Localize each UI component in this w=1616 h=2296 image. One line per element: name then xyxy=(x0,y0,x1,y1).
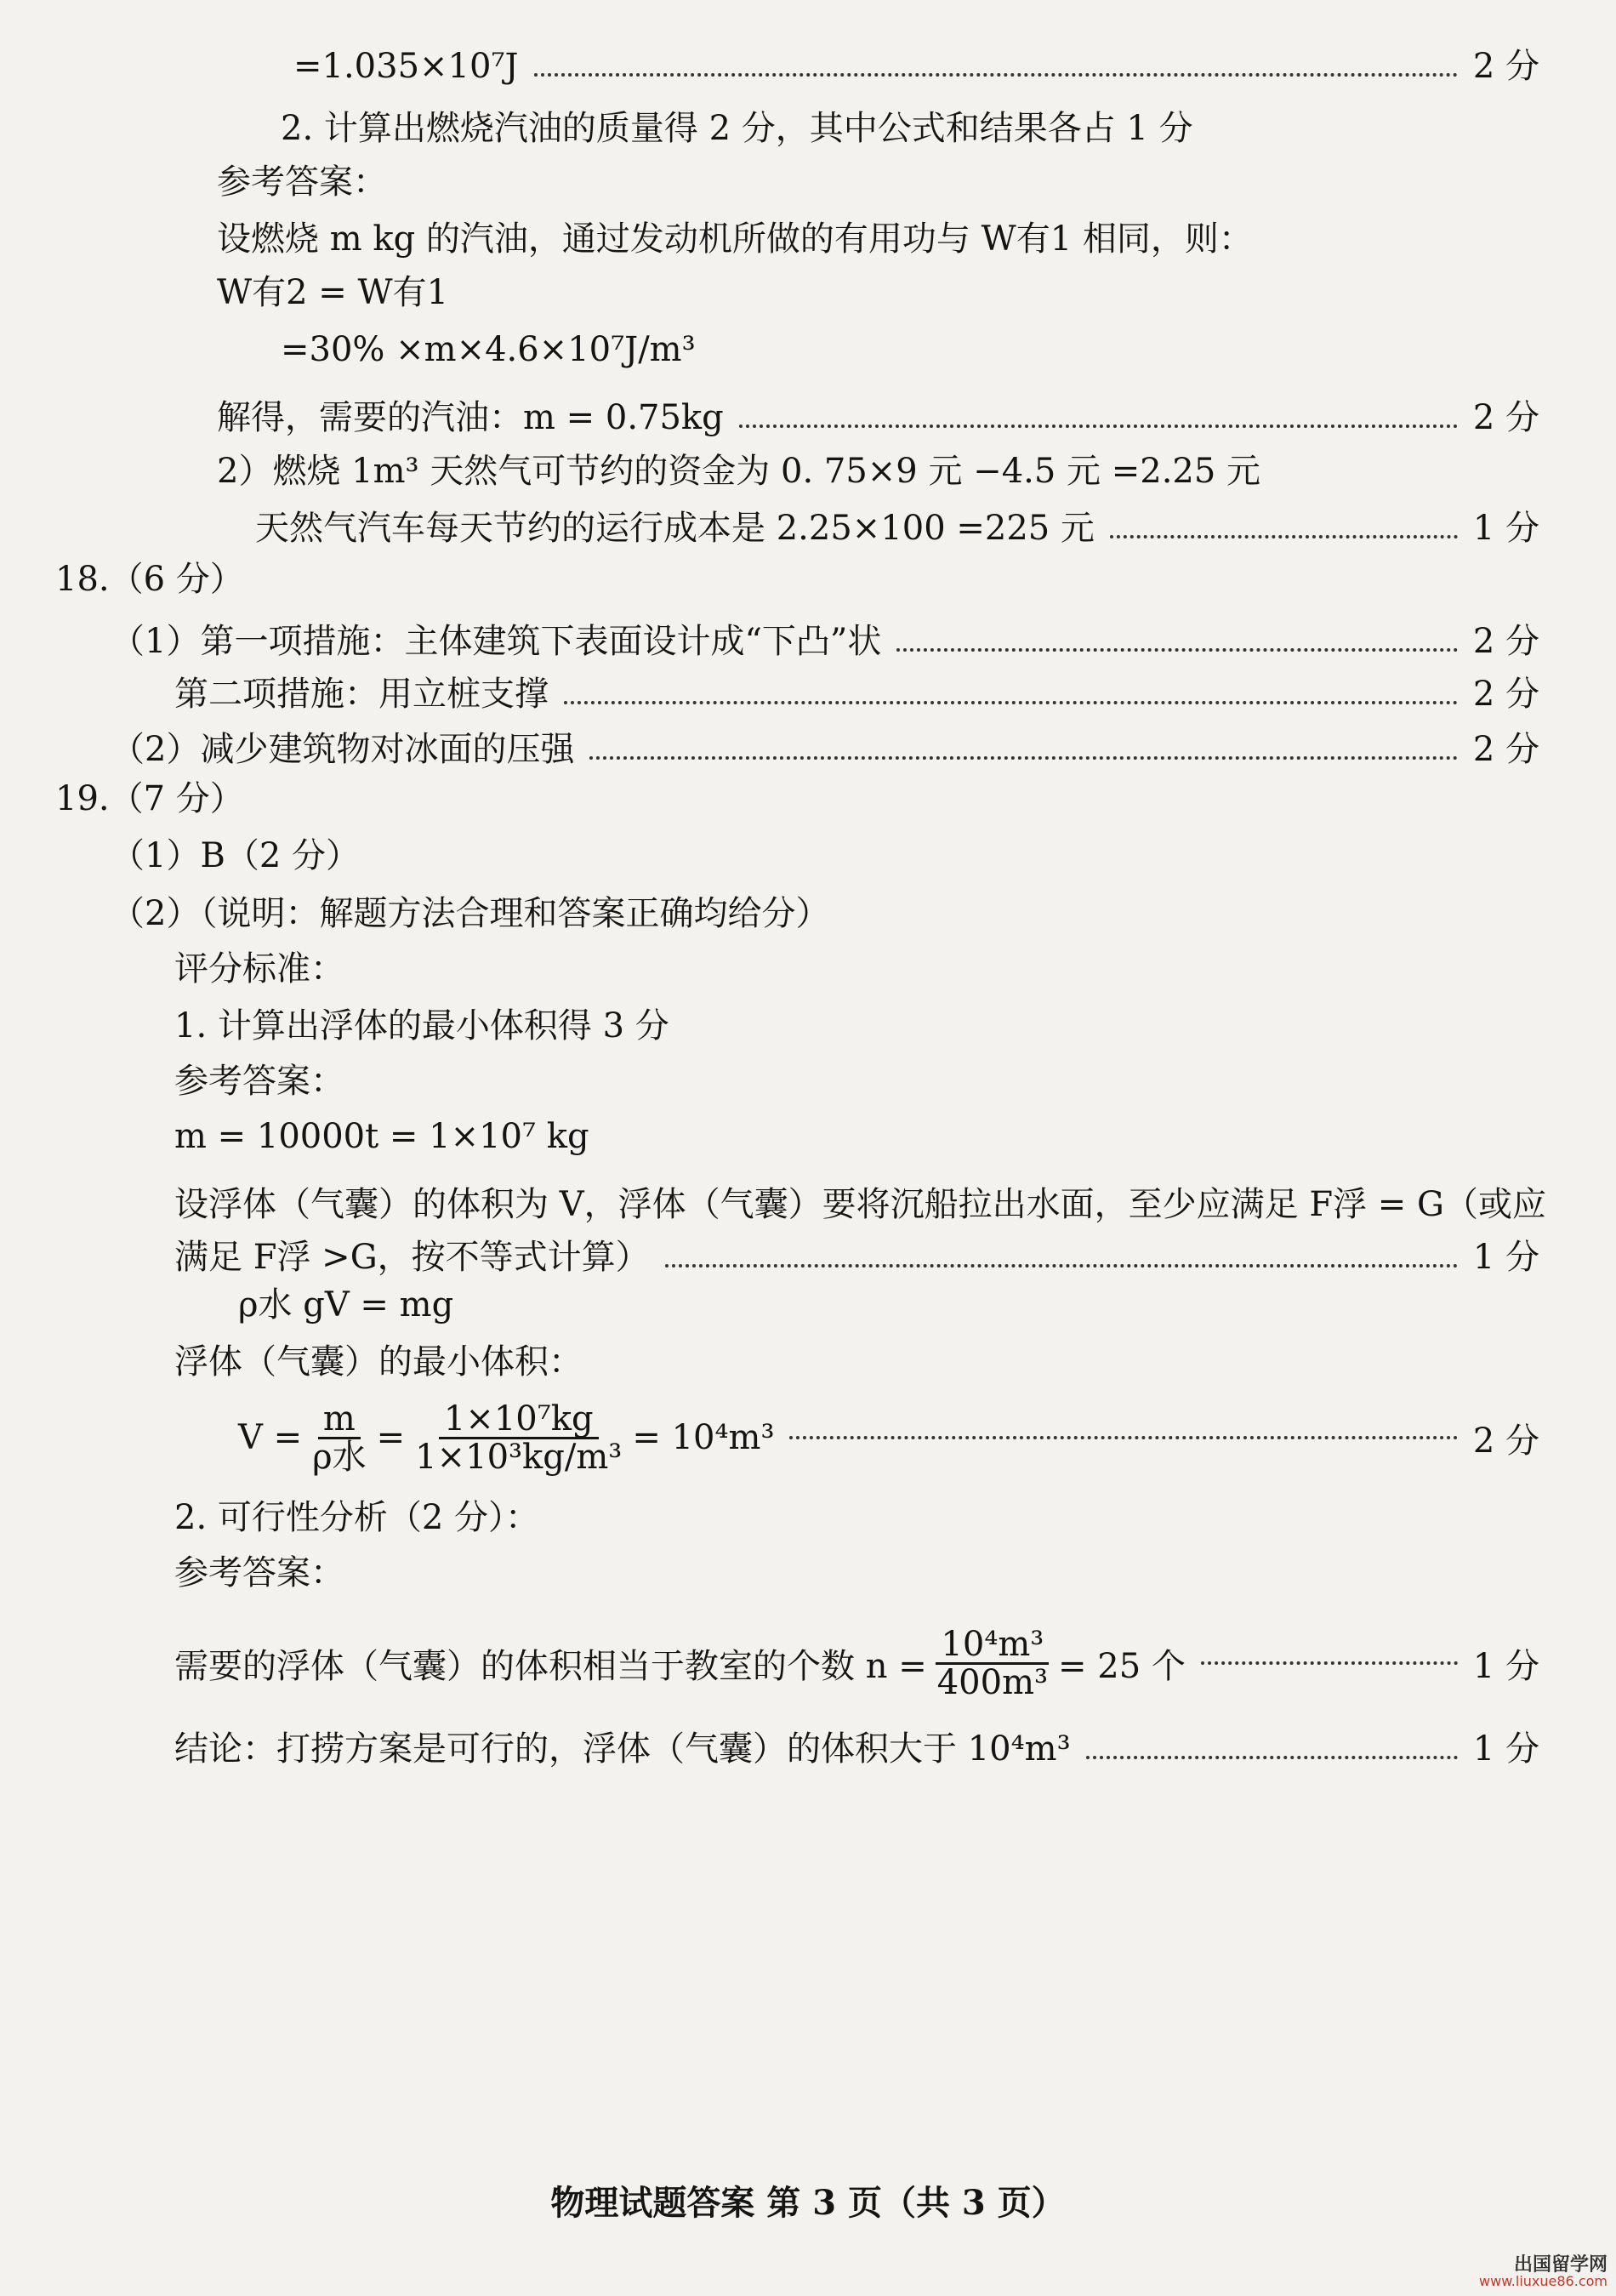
answer-text: （1）B（2 分） xyxy=(111,836,361,875)
score-label: 1 分 xyxy=(1472,509,1539,548)
reference-heading xyxy=(174,1059,344,1103)
solution-text: 设浮体（气囊）的体积为 V，浮体（气囊）要将沉船拉出水面，至少应满足 F浮 = G（或应 xyxy=(174,1185,1546,1224)
site-watermark xyxy=(1479,2255,1607,2289)
answer-text: （1）第一项措施：主体建筑下表面设计成“下凸”状 xyxy=(111,622,882,661)
fraction-numerator: m xyxy=(318,1401,361,1439)
equation-line xyxy=(281,328,696,372)
conclusion-text: 结论：打捞方案是可行的，浮体（气囊）的体积大于 10⁴m³ xyxy=(174,1729,1071,1769)
answer-line xyxy=(111,619,1539,664)
watermark-url: www.liuxue86.com xyxy=(1479,2273,1607,2290)
score-label: 2 分 xyxy=(1472,398,1539,437)
score-label: 1 分 xyxy=(1472,1238,1539,1277)
equation-line xyxy=(174,1114,589,1159)
grading-heading-text: 评分标准： xyxy=(174,949,344,988)
fraction xyxy=(932,1624,1053,1702)
score-label: 2 分 xyxy=(1472,675,1539,714)
result-text: 天然气汽车每天节约的运行成本是 2.25×100 =225 元 xyxy=(255,509,1095,548)
dot-leader xyxy=(896,648,1457,652)
fraction xyxy=(410,1401,627,1475)
solution-text: 2）燃烧 1m³ 天然气可节约的资金为 0. 75×9 元 −4.5 元 =2.25 元 xyxy=(217,452,1261,491)
equals-sign: = xyxy=(376,1418,406,1457)
solution-text: 浮体（气囊）的最小体积： xyxy=(174,1342,583,1382)
dot-leader xyxy=(665,1264,1458,1268)
equation-lhs: V = xyxy=(238,1418,303,1457)
page-footer: 物理试题答案 第 3 页（共 3 页） xyxy=(550,2183,1066,2223)
answer-line xyxy=(111,834,360,878)
solution-line xyxy=(174,1182,1546,1227)
result-text: 解得，需要的汽油：m = 0.75kg xyxy=(217,398,724,437)
note-text: （2）（说明：解题方法合理和答案正确均给分） xyxy=(111,894,830,933)
conclusion-line xyxy=(174,1727,1539,1771)
reference-heading-text: 参考答案： xyxy=(174,1553,344,1592)
fraction-denominator: 400m³ xyxy=(936,1662,1049,1702)
grading-heading xyxy=(174,947,344,991)
fraction-denominator: ρ水 xyxy=(312,1437,367,1477)
equation-text: ρ水 gV = mg xyxy=(238,1285,454,1325)
solution-line xyxy=(174,1340,583,1384)
count-equation xyxy=(174,1621,1539,1706)
fraction-numerator: 10⁴m³ xyxy=(936,1627,1049,1665)
result-line xyxy=(174,1235,1539,1279)
equation-text: W有2 = W有1 xyxy=(217,273,449,312)
grading-rule-text: 2. 计算出燃烧汽油的质量得 2 分，其中公式和结果各占 1 分 xyxy=(281,109,1193,148)
volume-equation xyxy=(238,1395,1539,1480)
answer-line xyxy=(111,727,1539,772)
note-line xyxy=(111,892,829,936)
equation-line xyxy=(217,271,448,315)
dot-leader xyxy=(534,73,1458,77)
equation-lhs: 需要的浮体（气囊）的体积相当于教室的个数 n = xyxy=(174,1646,927,1686)
answer-text: （2）减少建筑物对冰面的压强 xyxy=(111,730,575,769)
grading-rule xyxy=(174,1004,669,1048)
grading-rule xyxy=(281,106,1193,151)
score-label: 1 分 xyxy=(1472,1729,1539,1769)
score-label: 2 分 xyxy=(1472,1421,1539,1461)
solution-line xyxy=(217,449,1260,493)
dot-leader xyxy=(789,1436,1457,1439)
grading-rule-text: 1. 计算出浮体的最小体积得 3 分 xyxy=(174,1006,669,1045)
result-line xyxy=(293,44,1539,88)
fraction xyxy=(307,1401,372,1475)
equation-text: m = 10000t = 1×10⁷ kg xyxy=(174,1117,589,1156)
result-text: =1.035×10⁷J xyxy=(293,47,519,86)
result-line xyxy=(255,506,1539,550)
dot-leader xyxy=(1110,535,1458,538)
fraction-denominator: 1×10³kg/m³ xyxy=(415,1437,623,1477)
question-number: 18.（6 分） xyxy=(55,560,244,599)
watermark-name: 出国留学网 xyxy=(1513,2254,1607,2276)
score-label: 2 分 xyxy=(1472,622,1539,661)
reference-heading xyxy=(217,160,387,204)
result-line xyxy=(217,396,1539,440)
question-number: 19.（7 分） xyxy=(55,779,244,818)
dot-leader xyxy=(564,701,1458,704)
answer-line xyxy=(174,672,1539,716)
score-label: 2 分 xyxy=(1472,47,1539,86)
dot-leader xyxy=(1201,1661,1458,1665)
reference-heading-text: 参考答案： xyxy=(217,162,387,202)
reference-heading xyxy=(174,1551,344,1595)
equation-rhs: = 10⁴m³ xyxy=(632,1418,775,1457)
equation-text: =30% ×m×4.6×10⁷J/m³ xyxy=(281,330,696,369)
equation-line xyxy=(238,1283,453,1327)
grading-rule-text: 2. 可行性分析（2 分）： xyxy=(174,1498,540,1537)
fraction-numerator: 1×10⁷kg xyxy=(439,1401,599,1439)
result-text: 满足 F浮 >G，按不等式计算） xyxy=(174,1238,650,1277)
reference-heading-text: 参考答案： xyxy=(174,1062,344,1101)
equation-rhs: = 25 个 xyxy=(1058,1646,1186,1686)
question-heading xyxy=(55,777,244,821)
question-heading xyxy=(55,557,244,601)
dot-leader xyxy=(739,424,1458,428)
solution-text: 设燃烧 m kg 的汽油，通过发动机所做的有用功与 W有1 相同，则： xyxy=(217,219,1253,259)
solution-line xyxy=(217,217,1253,261)
score-label: 1 分 xyxy=(1472,1646,1539,1686)
dot-leader xyxy=(589,756,1457,760)
answer-text: 第二项措施：用立桩支撑 xyxy=(174,675,549,714)
grading-rule xyxy=(174,1496,539,1540)
score-label: 2 分 xyxy=(1472,730,1539,769)
dot-leader xyxy=(1086,1756,1458,1759)
